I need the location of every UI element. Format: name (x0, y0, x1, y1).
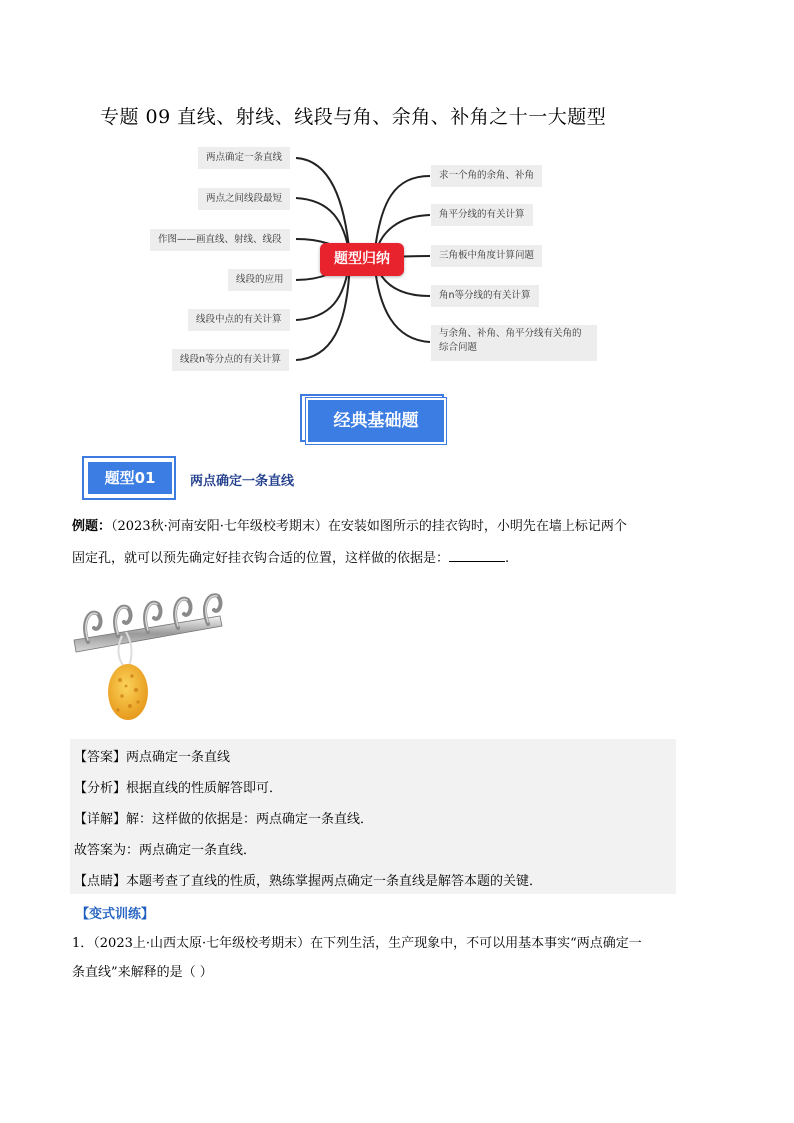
mindmap-item: 线段的应用 (228, 269, 292, 291)
answer-line (74, 746, 230, 765)
mindmap-item: 两点确定一条直线 (198, 147, 290, 169)
comment-label: 【点睛】 (74, 874, 127, 889)
type-tag: 题型01 (88, 462, 172, 494)
mindmap-item: 三角板中角度计算问题 (431, 245, 542, 267)
question-1-line-1: 1．（2023上·山西太原·七年级校考期末）在下列生活，生产现象中，不可以用基本事实“两点确定一 (72, 936, 642, 951)
mindmap-item: 线段中点的有关计算 (188, 309, 290, 331)
mindmap-item: 两点之间线段最短 (198, 188, 290, 210)
example-label: 例题： (72, 519, 112, 534)
mindmap-item: 作图——画直线、射线、线段 (150, 229, 290, 251)
comment-line (74, 870, 542, 889)
mindmap-connectors (0, 0, 794, 390)
detail-line (74, 808, 373, 827)
mindmap-item: 与余角、补角、角平分线有关角的综合问题 (431, 325, 597, 361)
conclusion-line: 故答案为：两点确定一条直线． (74, 843, 257, 858)
section-banner: 经典基础题 (306, 398, 446, 444)
analysis-label: 【分析】 (74, 781, 127, 796)
coat-hook-image (70, 592, 230, 722)
mindmap-center: 题型归纳 (320, 243, 404, 276)
example-line-1 (72, 513, 682, 541)
mindmap-item: 角平分线的有关计算 (431, 204, 533, 226)
answer-label: 【答案】 (74, 750, 127, 765)
practice-label: 【变式训练】 (76, 907, 155, 922)
detail-label: 【详解】 (74, 812, 127, 827)
type-title: 两点确定一条直线 (190, 474, 295, 489)
page-title: 专题 09 直线、射线、线段与角、余角、补角之十一大题型 (100, 106, 607, 128)
comment-text: 本题考查了直线的性质，熟练掌握两点确定一条直线是解答本题的关键． (126, 874, 543, 889)
example-text: （2023秋·河南安阳·七年级校考期末）在安装如图所示的挂衣钩时，小明先在墙上标记两个 (111, 519, 627, 534)
answer-block (70, 739, 676, 894)
mindmap-item: 角n等分线的有关计算 (431, 285, 539, 307)
detail-text: 解：这样做的依据是：两点确定一条直线． (126, 812, 374, 827)
example-line-2 (72, 545, 682, 573)
example-text-end: . (505, 551, 510, 566)
mindmap-item: 求一个角的余角、补角 (431, 165, 542, 187)
analysis-text: 根据直线的性质解答即可． (126, 781, 283, 796)
analysis-line (74, 777, 282, 796)
mindmap-item: 线段n等分点的有关计算 (172, 349, 289, 371)
answer-text: 两点确定一条直线 (126, 750, 231, 765)
question-1-line-2: 条直线”来解释的是（ ） (72, 965, 213, 980)
answer-blank (449, 547, 505, 562)
example-text: 固定孔，就可以预先确定好挂衣钩合适的位置，这样做的依据是： (72, 551, 450, 566)
